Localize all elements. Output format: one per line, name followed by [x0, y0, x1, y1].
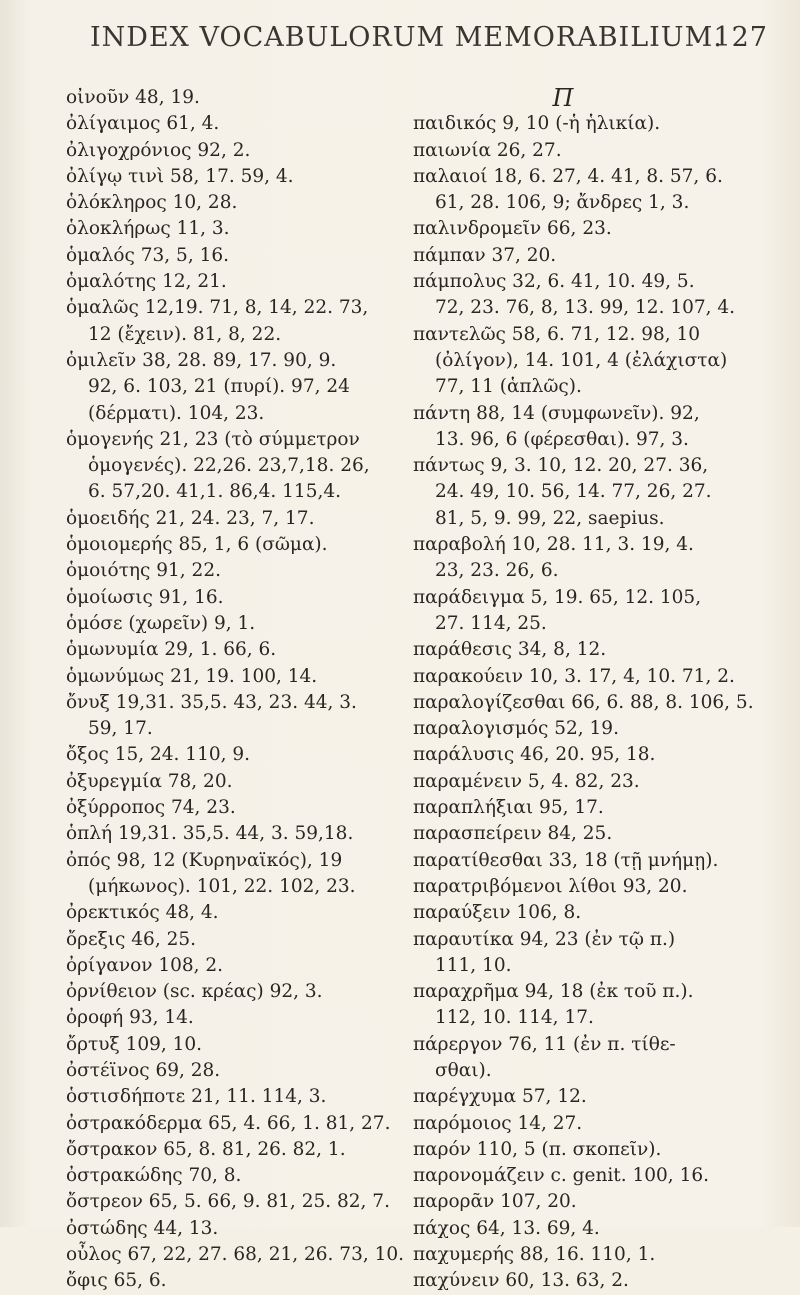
index-entry-line: παράδειγμα 5, 19. 65, 12. 105, — [413, 586, 702, 608]
index-entry-line: παρέγχυμα 57, 12. — [413, 1086, 587, 1108]
index-entry-line: ὁμογενές). 22,26. 23,7,18. 26, — [88, 455, 370, 477]
index-entry-line: ὀστρακόδερμα 65, 4. 66, 1. 81, 27. — [66, 1112, 391, 1134]
index-entry-line: 61, 28. 106, 9; ἄνδρες 1, 3. — [435, 192, 690, 214]
page-number: 127 — [713, 22, 768, 53]
index-entry-line: 81, 5, 9. 99, 22, saepius. — [435, 507, 665, 529]
index-entry-line: πάμπαν 37, 20. — [413, 244, 557, 266]
index-entry-line: παλαιοί 18, 6. 27, 4. 41, 8. 57, 6. — [413, 165, 723, 187]
index-entry-line: ὁμοειδής 21, 24. 23, 7, 17. — [66, 507, 315, 529]
index-entry-line: ὄστρακον 65, 8. 81, 26. 82, 1. — [66, 1138, 346, 1160]
index-entry-line: ὁμοιομερής 85, 1, 6 (σῶμα). — [66, 534, 328, 556]
index-entry-line: παρακούειν 10, 3. 17, 4, 10. 71, 2. — [413, 665, 735, 687]
index-entry-line: ὄξος 15, 24. 110, 9. — [66, 744, 251, 766]
index-entry-line: οἰνοῦν 48, 19. — [66, 87, 200, 108]
index-entry-line: σθαι). — [435, 1059, 492, 1081]
index-entry-line: 6. 57,20. 41,1. 86,4. 115,4. — [88, 481, 342, 503]
right-index-column — [413, 85, 763, 1295]
index-entry-line: ὁμογενής 21, 23 (τὸ σύμμετρον — [66, 428, 360, 450]
index-entry-line: παραύξειν 106, 8. — [413, 902, 582, 924]
index-entry-line: ὀρνίθειον (sc. κρέας) 92, 3. — [66, 981, 323, 1003]
index-entry-line: παραλογισμός 52, 19. — [413, 718, 619, 740]
index-entry-line: ὀξύρροπος 74, 23. — [66, 797, 236, 819]
index-entry-line: παρόν 110, 5 (π. σκοπεῖν). — [413, 1138, 662, 1160]
section-letter: Π — [552, 84, 574, 112]
index-entry-line: ὀλίγαιμος 61, 4. — [66, 113, 220, 135]
left-index-column — [66, 85, 406, 1295]
index-entry-line: ὀρίγανον 108, 2. — [66, 954, 224, 976]
index-entry-line: οὖλος 67, 22, 27. 68, 21, 26. 73, 10. — [66, 1244, 405, 1266]
index-entry-line: πάμπολυς 32, 6. 41, 10. 49, 5. — [413, 271, 695, 293]
index-entry-line: 112, 10. 114, 17. — [435, 1007, 594, 1029]
index-entry-line: παραμένειν 5, 4. 82, 23. — [413, 770, 640, 792]
index-entry-line: ὀστώδης 44, 13. — [66, 1217, 219, 1239]
index-entry-line: ὀλίγῳ τινὶ 58, 17. 59, 4. — [66, 165, 294, 187]
index-entry-line: 77, 11 (ἁπλῶς). — [435, 376, 582, 398]
index-entry-line: 23, 23. 26, 6. — [435, 560, 559, 582]
index-entry-line: παραλογίζεσθαι 66, 6. 88, 8. 106, 5. — [413, 691, 754, 713]
index-entry-line: πάντη 88, 14 (συμφωνεῖν). 92, — [413, 402, 700, 424]
index-entry-line: 12 (ἔχειν). 81, 8, 22. — [88, 323, 282, 345]
index-entry-line: παρόμοιος 14, 27. — [413, 1112, 583, 1134]
index-entry-line: παρονομάζειν c. genit. 100, 16. — [413, 1165, 709, 1187]
index-entry-line: ὀπός 98, 12 (Κυρηναϊκός), 19 — [66, 849, 343, 871]
index-entry-line: ὄστρεον 65, 5. 66, 9. 81, 25. 82, 7. — [66, 1191, 390, 1213]
index-entry-line: ὁμοιότης 91, 22. — [66, 560, 221, 582]
index-entry-line: παραπλήξιαι 95, 17. — [413, 797, 604, 819]
index-entry-line: ὁλόκληρος 10, 28. — [66, 192, 238, 214]
index-entry-line: παραυτίκα 94, 23 (ἐν τῷ π.) — [413, 928, 676, 950]
index-entry-line: ὄφις 65, 6. — [66, 1270, 167, 1292]
index-entry-line: ὀστρακώδης 70, 8. — [66, 1165, 242, 1187]
index-entry-line: 13. 96, 6 (φέρεσθαι). 97, 3. — [435, 428, 689, 450]
index-entry-line: 59, 17. — [88, 718, 153, 740]
index-entry-line: παράθεσις 34, 8, 12. — [413, 639, 607, 661]
index-entry-line: (δέρματι). 104, 23. — [88, 402, 265, 424]
index-entry-line: 72, 23. 76, 8, 13. 99, 12. 107, 4. — [435, 297, 736, 319]
index-entry-line: (ὀλίγον), 14. 101, 4 (ἐλάχιστα) — [435, 349, 728, 371]
index-entry-line: ὁμιλεῖν 38, 28. 89, 17. 90, 9. — [66, 349, 337, 371]
index-entry-line: πάχος 64, 13. 69, 4. — [413, 1217, 600, 1239]
index-entry-line: πάντως 9, 3. 10, 12. 20, 27. 36, — [413, 455, 709, 477]
index-entry-line: ὄρεξις 46, 25. — [66, 928, 197, 950]
index-entry-line: 24. 49, 10. 56, 14. 77, 26, 27. — [435, 481, 712, 503]
index-entry-line: παρορᾶν 107, 20. — [413, 1191, 577, 1213]
index-entry-line: (μήκωνος). 101, 22. 102, 23. — [88, 875, 356, 897]
index-entry-line: ὁμαλός 73, 5, 16. — [66, 244, 230, 266]
index-entry-line: παντελῶς 58, 6. 71, 12. 98, 10 — [413, 323, 701, 345]
index-entry-line: παιδικός 9, 10 (-ἡ ἡλικία). — [413, 113, 661, 135]
index-entry-line: ὁμόσε (χωρεῖν) 9, 1. — [66, 612, 256, 634]
index-entry-line: 111, 10. — [435, 954, 512, 976]
index-entry-line: ὀστέϊνος 69, 28. — [66, 1059, 221, 1081]
index-entry-line: παρατριβόμενοι λίθοι 93, 20. — [413, 875, 688, 897]
index-entry-line: ὁμαλότης 12, 21. — [66, 271, 227, 293]
index-entry-line: παχύνειν 60, 13. 63, 2. — [413, 1270, 629, 1292]
index-entry-line: παρασπείρειν 84, 25. — [413, 823, 613, 845]
index-entry-line: ὄρτυξ 109, 10. — [66, 1033, 203, 1055]
running-header — [90, 22, 768, 53]
index-entry-line: παράλυσις 46, 20. 95, 18. — [413, 744, 656, 766]
index-entry-line: ὁμοίωσις 91, 16. — [66, 586, 224, 608]
index-entry-line: παιωνία 26, 27. — [413, 139, 562, 161]
index-entry-line: 92, 6. 103, 21 (πυρί). 97, 24 — [88, 376, 350, 398]
header-title: INDEX VOCABULORUM MEMORABILIUM. — [90, 22, 723, 53]
index-entry-line: παλινδρομεῖν 66, 23. — [413, 218, 612, 240]
index-entry-line: ὁλοκλήρως 11, 3. — [66, 218, 230, 240]
index-entry-line: ὁμωνυμία 29, 1. 66, 6. — [66, 639, 277, 661]
index-entry-line: ὀρεκτικός 48, 4. — [66, 902, 219, 924]
index-entry-line: ὀξυρεγμία 78, 20. — [66, 770, 233, 792]
index-entry-line: ὀροφή 93, 14. — [66, 1007, 194, 1029]
index-entry-line: ὄνυξ 19,31. 35,5. 43, 23. 44, 3. — [66, 691, 357, 713]
index-entry-line: πάρεργον 76, 11 (ἐν π. τίθε- — [413, 1033, 676, 1055]
index-entry-line: ὁστισδήποτε 21, 11. 114, 3. — [66, 1086, 327, 1108]
index-entry-line: παρατίθεσθαι 33, 18 (τῇ μνήμῃ). — [413, 849, 719, 871]
index-entry-line: παραχρῆμα 94, 18 (ἐκ τοῦ π.). — [413, 981, 694, 1003]
index-entry-line: ὁμωνύμως 21, 19. 100, 14. — [66, 665, 318, 687]
index-entry-line: παχυμερής 88, 16. 110, 1. — [413, 1244, 656, 1266]
index-entry-line: ὁπλή 19,31. 35,5. 44, 3. 59,18. — [66, 823, 354, 845]
index-entry-line: ὁμαλῶς 12,19. 71, 8, 14, 22. 73, — [66, 297, 369, 319]
index-entry-line: παραβολή 10, 28. 11, 3. 19, 4. — [413, 534, 694, 556]
index-entry-line: ὀλιγοχρόνιος 92, 2. — [66, 139, 251, 161]
index-entry-line: 27. 114, 25. — [435, 612, 547, 634]
